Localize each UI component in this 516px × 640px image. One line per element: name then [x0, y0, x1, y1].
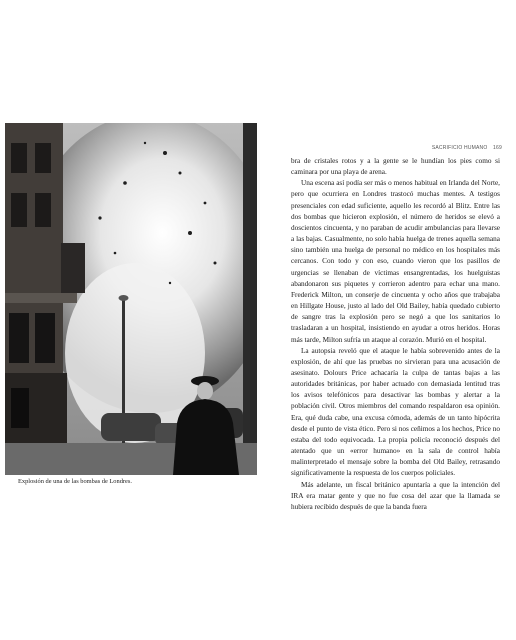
photo-explosion-street-icon: [5, 123, 257, 475]
running-head: [432, 145, 502, 151]
body-text: [291, 156, 500, 513]
photo-caption: Explosión de una de las bombas de Londres.: [18, 478, 132, 485]
page-number: 169: [493, 145, 502, 151]
paragraph: Más adelante, un fiscal británico apuntaría a que la intención del IRA era matar gente y que no fue cosa del azar que la llamada se hubiera recibido después de que la banda fuera: [291, 480, 500, 511]
explosion-photo: [5, 123, 257, 475]
paragraph: La autopsia reveló que el ataque le había sobrevenido antes de la explosión, de ahí que las pruebas no sirvieran para una acusación de asesinato. Dolours Price achacaría la culpa de tantas bajas a las autoridades británicas, por haber actuado con demasiada lentitud tras los avisos telefónicos para desactivar las bombas y alertar a la población civil. Otros miembros del comando respaldaron esa opinión. Era, qué duda cabe, una excusa cómoda, además de un tanto hipócrita desde el punto de vista ético. Pero si nos ceñimos a los hechos, Price no estaba del todo equivocada. La propia policía reconoció después del atentado que un «error humano» en la sala de control había malinterpretado el mensaje sobre la bomba del Old Bailey, retrasando significativamente la respuesta de los cuerpos policiales.: [291, 346, 500, 478]
paragraph: Una escena así podía ser más o menos habitual en Irlanda del Norte, pero que ocurriera en Londres trastocó muchas mentes. A testigos presenciales con edad suficiente, aquello les recordó al Blitz. Entre las dos bombas que hicieron explosión, el número de heridos se elevó a doscientos cincuenta, y no paraban de acudir ambulancias para llevarse a las bajas. Casualmente, no solo había huelga de trenes aquella semana sino también una huelga de personal no médico en los hospitales más cercanos. Con todo y con eso, cuando vieron que los pasillos de urgencias se llenaban de víctimas ensangrentadas, los huelguistas abandonaron sus piquetes y corrieron adentro para echar una mano. Frederick Milton, un conserje de cincuenta y ocho años que trabajaba en Hillgate House, justo al lado del Old Bailey, había quedado cubierto de sangre tras la explosión pero se negó a que los sanitarios lo trasladaran a un hospital, insistiendo en ayudar a otros heridos. Horas más tarde, Milton sufría un ataque al corazón. Murió en el hospital.: [291, 179, 500, 344]
paragraph: bra de cristales rotos y a la gente se le hundían los pies como si caminara por una playa de arena.: [291, 157, 500, 177]
running-head-title: SACRIFICIO HUMANO: [431, 145, 488, 151]
